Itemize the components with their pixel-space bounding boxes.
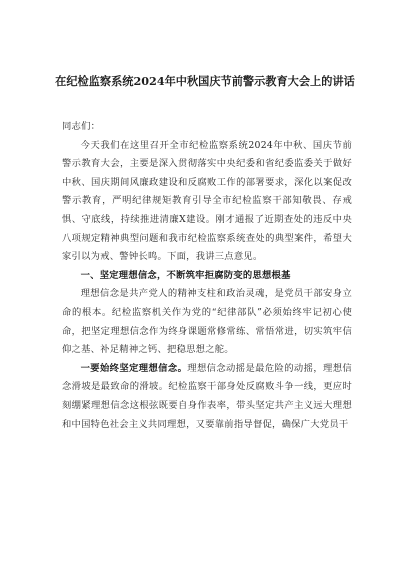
paragraph-opening: 今天我们在这里召开全市纪检监察系统2024年中秋、国庆节前警示教育大会，主要是深入贯彻落实中央纪委和省纪委监委关于做好中秋、国庆期间风廉政建设和反腐败工作的部署要求，深化以案促改警示教育，严明纪律规矩教育引导全市纪检监察干部知敬畏、存戒惧、守底线，持续推进清廉X建设。刚才通报了近期查处的违反中央八项规定精神典型问题和我市纪检监察系统查处的典型案件，希望大家引以为戒、警钟长鸣。下面，我讲三点意见。 [62,139,352,263]
paragraph-lead-phrase: 一要始终坚定理想信念。 [80,362,188,374]
section-heading: 一、坚定理想信念，不断筑牢拒腐防变的思想根基 [80,269,291,281]
salutation: 同志们： [62,121,101,132]
paragraph-ideals: 理想信念是共产党人的精神支柱和政治灵魂，是党员干部安身立命的根本。纪检监察机关作为党的“纪律部队”必须始终牢记初心使命，把坚定理想信念作为终身课题常修常练、常悟常进，切实筑牢信仰之基、补足精神之钙、把稳思想之舵。 [62,288,352,356]
document-title: 在纪检监察系统2024年中秋国庆节前警示教育大会上的讲话 [55,74,355,88]
document-body [62,118,352,434]
paragraph-first-point [62,360,352,434]
paragraph-first-point-text: 理想信念动摇是最危险的动摇，理想信念滑坡是最致命的滑坡。纪检监察干部身处反腐败斗争一线，更应时刻绷紧理想信念这根弦既要自身作表率，带头坚定共产主义远大理想和中国特色社会主义共同理想，又要靠前指导督促，确保广大党员干 [62,362,352,430]
